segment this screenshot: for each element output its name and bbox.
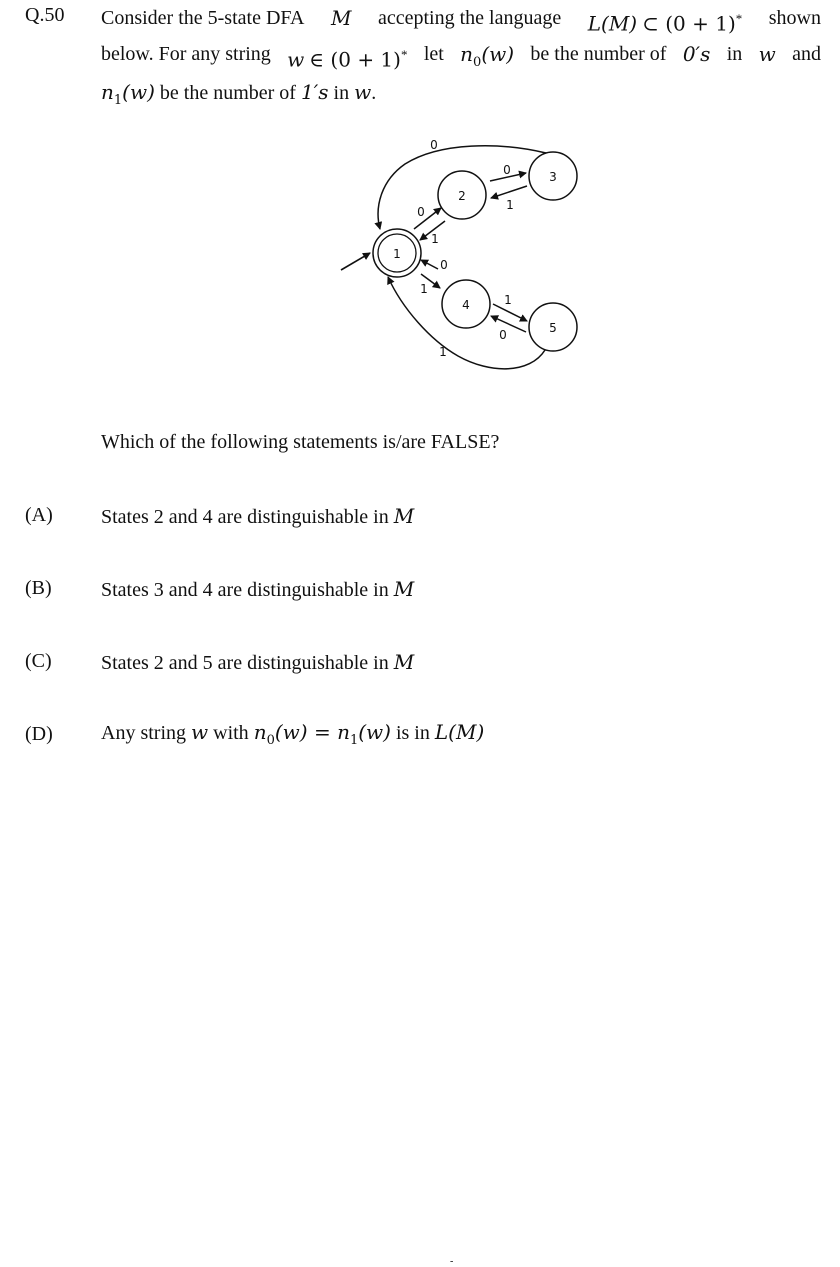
edge-label-1-2: 0 [417,205,425,219]
state-2 [438,171,486,219]
option-c-label[interactable]: (C) [25,650,52,672]
option-c-text[interactable]: States 2 and 5 are distinguishable in M [101,650,415,674]
edge-label-1-4: 1 [420,282,428,296]
edge-label-5-4: 0 [499,328,507,342]
question-number: Q.50 [25,4,65,26]
state-1-label: 1 [393,247,401,261]
state-5 [529,303,577,351]
dfa-diagram [330,128,590,378]
state-5-label: 5 [549,321,557,335]
stem-line-3: $n_1(w)$ be the number of 1′s in w. [101,79,377,108]
question-prompt: Which of the following statements is/are FALSE? [101,431,500,453]
edge-label-top: 0 [430,138,438,152]
edge-3-to-2 [491,186,527,198]
edge-label-2-3: 0 [503,163,511,177]
edge-label-bottom: 1 [439,345,447,359]
edge-4-to-1 [421,260,438,269]
stem-line-2: below. For any string w ∈ (0 + 1)* let $n_0(w)$ be the number of 0′s in w and [101,42,821,72]
state-3 [529,152,577,200]
option-a-label[interactable]: (A) [25,504,53,526]
stem-line-1: Consider the 5-state DFA M accepting the language L(M) ⊂ (0 + 1)* shown [101,6,821,36]
edge-label-4-5: 1 [504,293,512,307]
state-4-label: 4 [462,298,470,312]
state-2-label: 2 [458,189,466,203]
state-4 [442,280,490,328]
option-d-text[interactable]: Any string w with $n_0(w) = n_1(w)$ is in L(M) [101,720,485,748]
state-1 [373,229,421,277]
edge-label-2-1: 1 [431,232,439,246]
option-b-label[interactable]: (B) [25,577,52,599]
edge-label-3-2: 1 [506,198,514,212]
option-b-text[interactable]: States 3 and 4 are distinguishable in M [101,577,415,601]
edge-label-4-1: 0 [440,258,448,272]
page-footer-mark: - [450,1256,454,1267]
start-arrow [341,253,370,270]
state-3-label: 3 [549,170,557,184]
question-stem [101,4,821,115]
option-d-label[interactable]: (D) [25,723,53,745]
option-a-text[interactable]: States 2 and 4 are distinguishable in M [101,504,415,528]
